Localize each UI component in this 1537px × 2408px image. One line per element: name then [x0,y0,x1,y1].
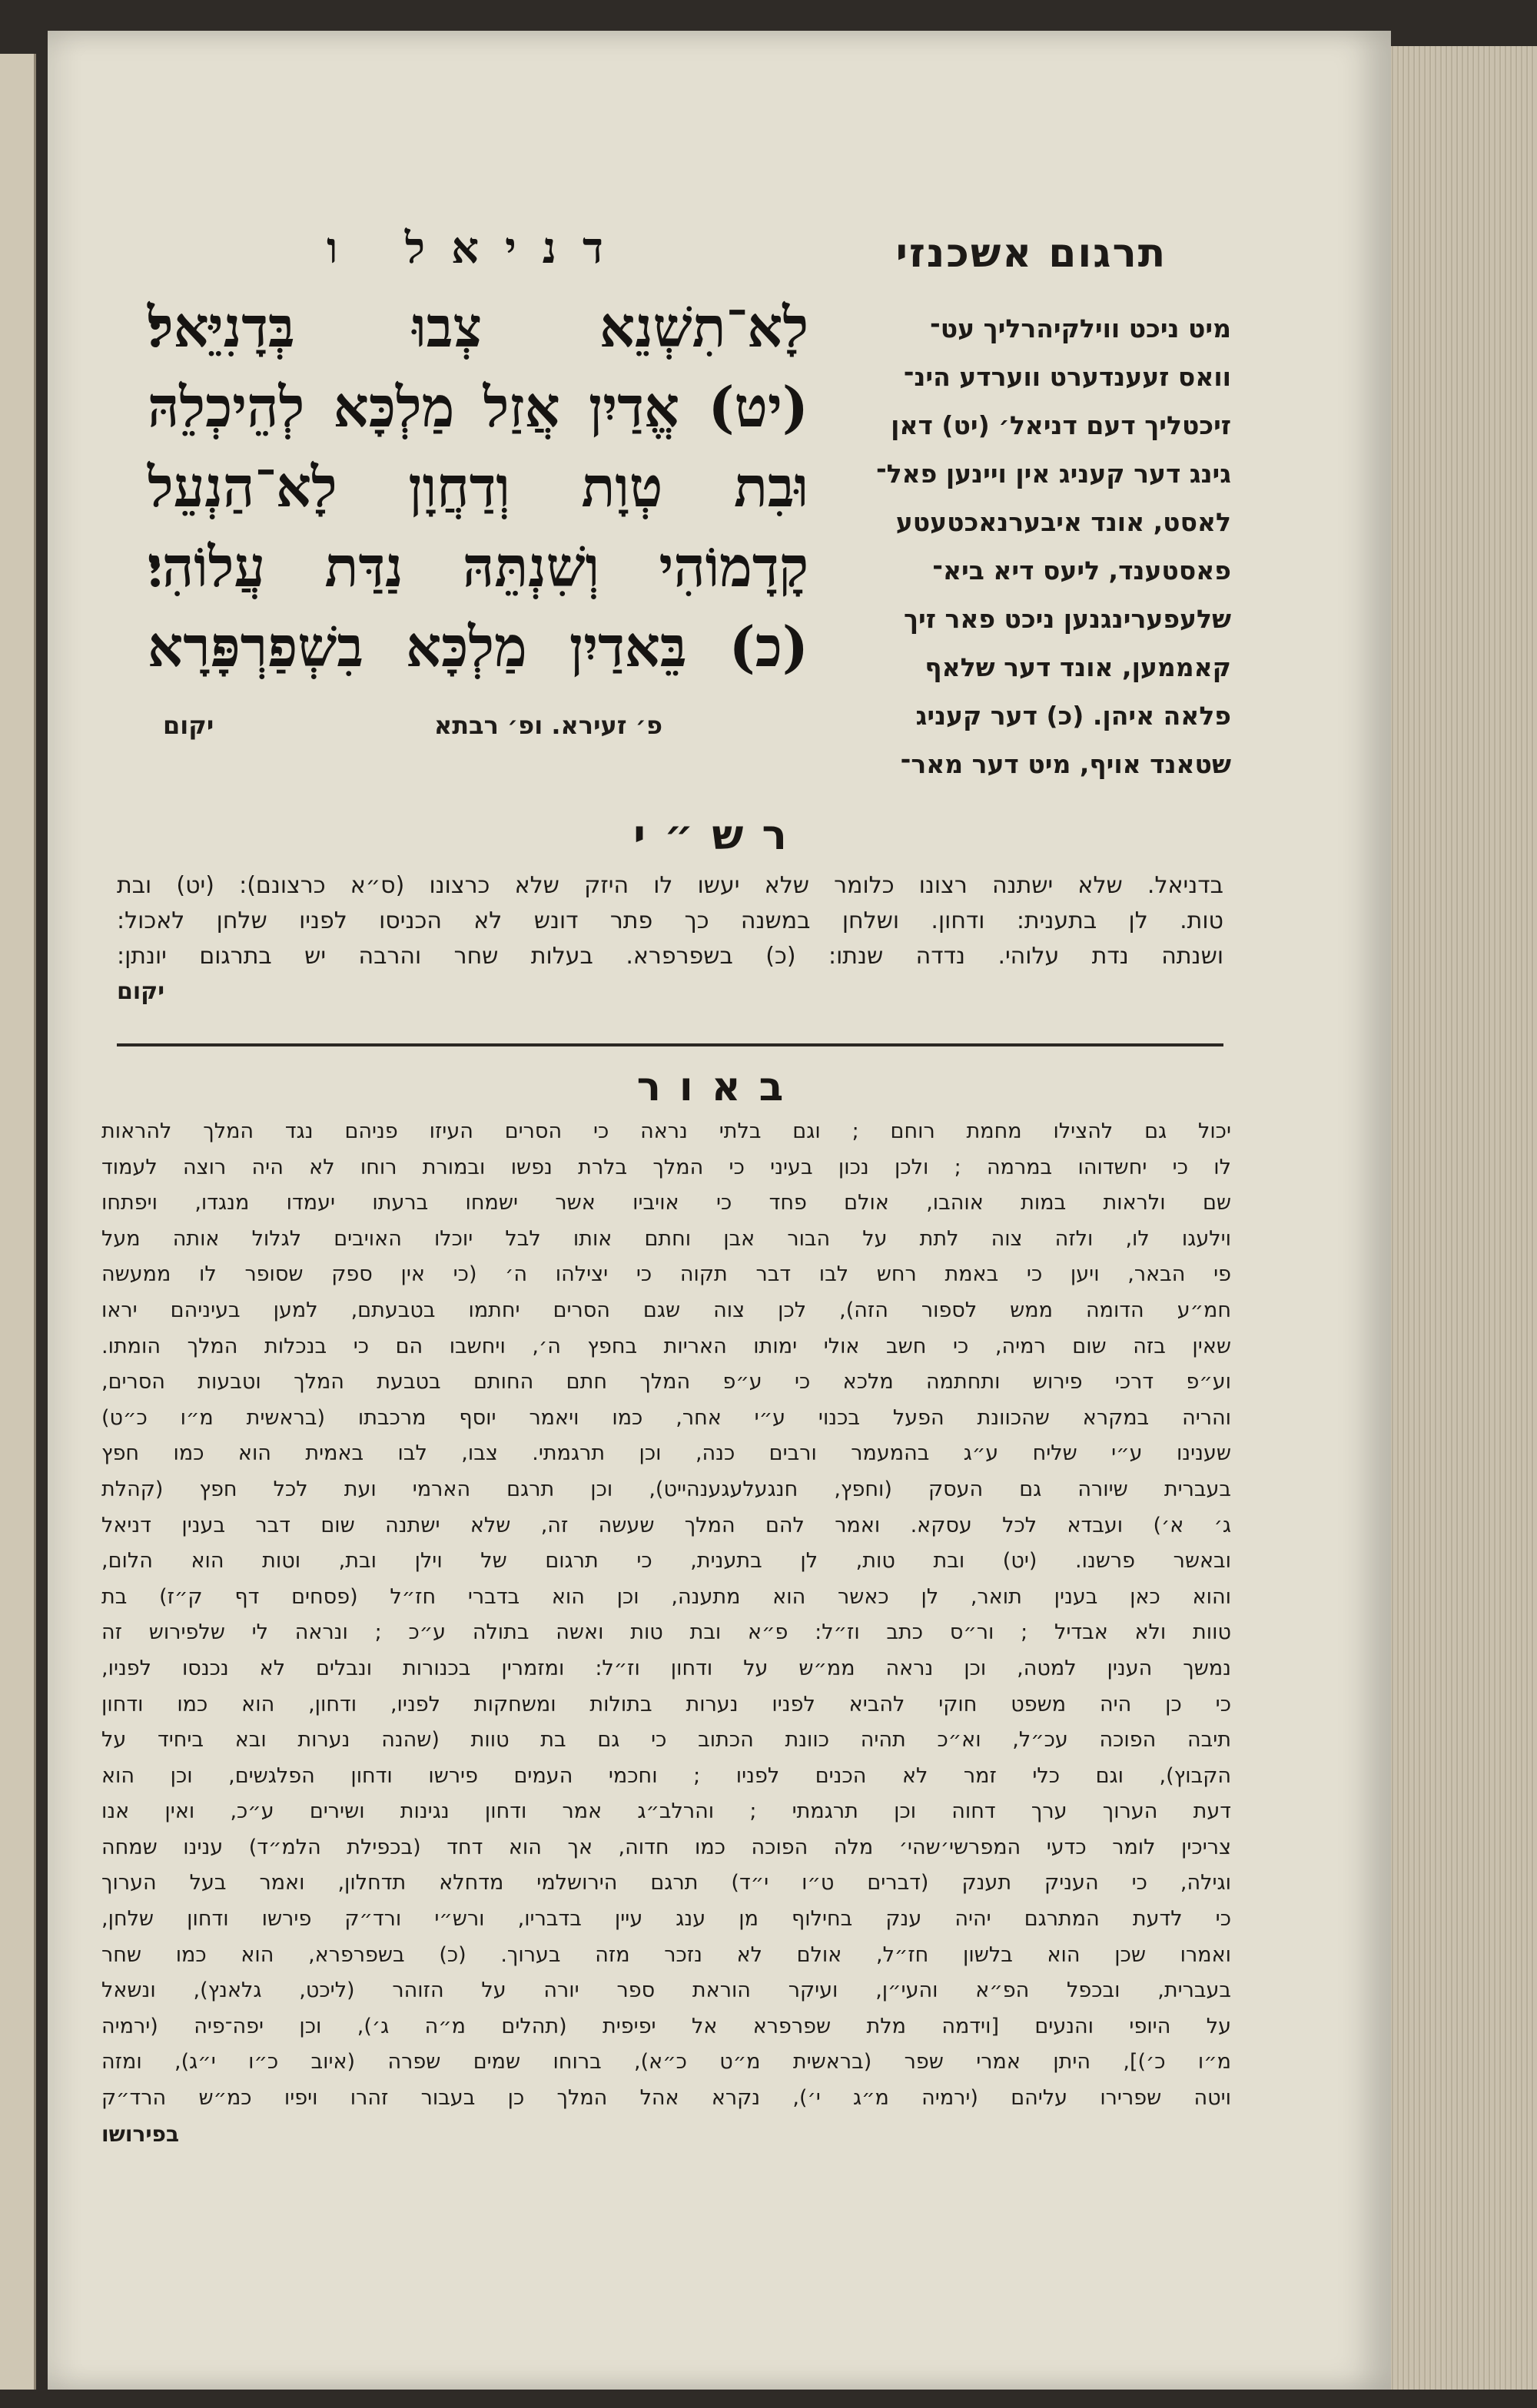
biur-line: טוות ולא אבדיל ; ור״ס כתב וז״ל: פ״א ובת טות ואשה בתולה ע״כ ; ונראה לי שלפירוש זה [101,1620,1231,1645]
daniel-column [148,223,808,687]
verse-line: (יט) אֱדַיִן אֲזַל מַלְכָּא לְהֵיכְלֵהּ [148,374,808,439]
biur-line: דעת הערוך ערך דחוה וכן תרגמתי ; והרלב״ג אמר ודחון נגינות ושירים ע״כ, ואין אנו [101,1799,1231,1824]
chapter-heading: דניאל ו [327,223,629,274]
biur-line: תיבה הפוכה עכ״ל, וא״כ תהיה כוונת הכתוב כי גם בת טוות (שהנה נערות ובא ביחיד על [101,1728,1231,1753]
rashi-line: בדניאל. שלא ישתנה רצונו כלומר שלא יעשו לו היזק שלא כרצונו (ס״א כרצונם): (יט) ובת [117,872,1223,899]
biur-line: הקבוץ), וגם כלי זמר לא הכנים לפניו ; וחכמי העמים פירשו ודחון הפלגשים, וכן הוא [101,1763,1231,1788]
biur-line: מ״ו כ׳)], היתן אמרי שפר (בראשית מ״ט כ״א), ברוחו שמים שפרה (איוב כ״ו י״ג), ומזה [101,2050,1231,2075]
biur-line: שענינו ע״י שליח ע״ג בהמעמר ורבים כנה, וכן תרגמתי. צבו, לבו באמית הוא כמו חפץ [101,1441,1231,1466]
targum-line: שטאנד אויף, מיט דער מאר־ [900,749,1231,779]
biur-line: ויטה שפרירו עליהם (ירמיה מ״ג י׳), נקרא אהל המלך כן בעבור זהרו ויפיו כמ״ש הרד״ק [101,2086,1231,2111]
biur-line: שם ולראות במות אוהבו, אולם פחד כי אויביו אשר ישמחו ברעתו יעמדו מנגדו, ויפתחו [101,1191,1231,1216]
page-catchword: בפירושו [101,2121,180,2147]
biur-line: ובאשר פרשנו. (יט) ובת טות, לן בתענית, כי תרגום של וילן ובת, וטות הוא הלום, [101,1549,1231,1574]
targum-line: פלאה איהן. (כ) דער קעניג [915,701,1231,731]
rashi-commentary [117,868,1223,1010]
rashi-catchword: יקום [117,978,165,1005]
book-page [48,31,1391,2390]
biur-line: וע״פ דרכי פירוש ותחתמה מלכא כי ע״פ המלך חתם החותם בטבעת המלך וטבעות הסרים, [101,1370,1231,1395]
biur-line: וגילה, כי העניק תענק (דברים ט״ו י״ד) תרגם הירושלמי מדחלא תדחלון, ואמר בעל הערוך [101,1871,1231,1896]
verse-line: וּבִת טְוָת וְדַחֲוָן לָא־הַנְעֵל [148,454,808,519]
biur-line: והוא כאן בענין תואר, לן כאשר הוא מתענה, וכן הוא בדברי חז״ל (פסחים דף ק״ז) בת [101,1584,1231,1609]
biur-line: ואמרו שכן הוא בלשון חז״ל, אולם לא נזכר מזה בערוך. (כ) בשפרפרא, הוא כמו שחר [101,1942,1231,1967]
targum-line: וואס זעענדערט ווערדע הינ־ [903,362,1231,392]
targum-line: קאממען, אונד דער שלאף [925,652,1231,682]
biur-line: שאין בזה שום רמיה, כי חשב אולי ימותו האריות בחפץ ה׳, ויחשבו הם כי בנכלות המלך הומתו. [101,1334,1231,1358]
facing-page-edge [0,54,36,2390]
targum-line: שלעפערינגנען ניכט פאר זיך [903,604,1231,634]
biur-line: וילעגו לו, ולזה צוה לתת על הבור אבן וחתם אותו לבל יוכלו האויבים לגלול אותה מעל [101,1226,1231,1251]
targum-line: זיכטליך דעם דניאל׳ (יט) דאן [891,410,1231,440]
targum-line: לאסט, אונד איבערנאכטעטע [895,507,1231,537]
verse-line: (כ) בֵּאדַיִן מַלְכָּא בִשְׁפַרְפָּרָא [148,614,808,679]
biur-line: על היופי והנעים [וידמה מלת שפרפרא אל יפיפית (תהלים מ״ה ג׳), וכן יפה־פיה (ירמיה [101,2014,1231,2038]
rashi-line: ושנתה נדת עלוהי. נדדה שנתו: (כ) בשפרפרא. בעלות שחר והרבה יש בתרגום יונתן: [117,943,1223,970]
biur-commentary [101,1114,1231,2152]
biur-line: בעברית, ובכפל הפ״א והעי״ן, ועיקר הוראת ספר יורה על הזוהר (ליכט, גלאנץ), ונשאל [101,1978,1231,2003]
rashi-line: טות. לן בתענית: ודחון. ושלחן במשנה כך פתר דונש לא הכניסו לפניו שלחן לאכול: [117,907,1223,934]
biur-line: כי לדעת המתרגם יהיה ענק בחילוף מן ענג עיין בדבריו, ורש״י ורד״ק פירשו ודחון שלחן, [101,1907,1231,1932]
verse-line: קָדָמוֹהִי וְשִׁנְתֵּהּ נַדַּת עֲלוֹהִי׃ [148,534,808,599]
targum-column [832,231,1231,788]
biur-line: צריכין לומר כדעי המפרשי׳שהי׳ מלה הפוכה כמו חדוה, אך הוא דחד (בכפילת הלמ״ד) ענינו שמחה [101,1835,1231,1859]
targum-heading: תרגום אשכנזי [895,231,1167,277]
biur-line: כי כן היה משפט חוקי להביא לפניו נערות בתולות ומשחקות לפניו, ודחון, הוא כמו ודחון [101,1692,1231,1716]
biur-line: בעברית שיורה גם העסק (וחפץ, חנגעלעגענהייט), וכן תרגם הארמי ועת לכל חפץ (קהלת [101,1477,1231,1501]
biur-line: לו כי יחשדוהו במרמה ; ולכן נכון בעיני כי המלך בלרת נפשו ובמורת רוחו לא היה רוצה לעמוד [101,1155,1231,1179]
targum-line: פאסטענד, ליעס דיא ביא־ [932,556,1231,585]
biur-line: נמשך הענין למטה, וכן נראה ממ״ש על ודחון וז״ל: ומזמרין בכנורות ונבלים לא נכנסו לפניו, [101,1656,1231,1680]
biur-line: והריה במקרא שהכוונת הפעל בכנוי ע״י אחר, כמו ויאמר יוסף מרכבתו (בראשית מ״ו כ״ט) [101,1405,1231,1430]
targum-line: גינג דער קעניג אין ויינען פאל־ [875,459,1231,489]
rashi-title: רש״י [633,811,805,859]
biur-title: באור [636,1064,802,1110]
verse-line: לָא־תִשְׁנֵא צְבוּ בְּדָנִיֵּאל׃ [148,294,808,360]
catchword: יקום [163,711,214,740]
section-divider [117,1043,1223,1046]
masorah-footnote [163,711,793,757]
masorah-note: פ׳ זעירא. ופ׳ רבתא [433,711,662,740]
biur-line: יכול גם להצילו מחמת רוחם ; וגם בלתי נראה כי הסרים העיזו פניהם נגד המלך להראות [101,1119,1231,1143]
biur-line: ג׳ א׳) ועבדא לכל עסקא. ואמר להם המלך שעשה זה, שלא ישתנה שום דבר בענין דניאל [101,1513,1231,1537]
targum-line: מיט ניכט ווילקיהרליך עט־ [930,313,1231,343]
biur-line: חמ״ע הדומה ממש לספור הזה), לכן צוה שגם הסרים יחתמו בטבעתם, למען בעיניהם יראו [101,1298,1231,1322]
book-page-block [1383,46,1537,2390]
biur-line: פי הבאר, ויען כי באמת רחש לבו דבר תקוה כי יצילהו ה׳ (כי אין ספק שסופר לו ממעשה [101,1262,1231,1287]
